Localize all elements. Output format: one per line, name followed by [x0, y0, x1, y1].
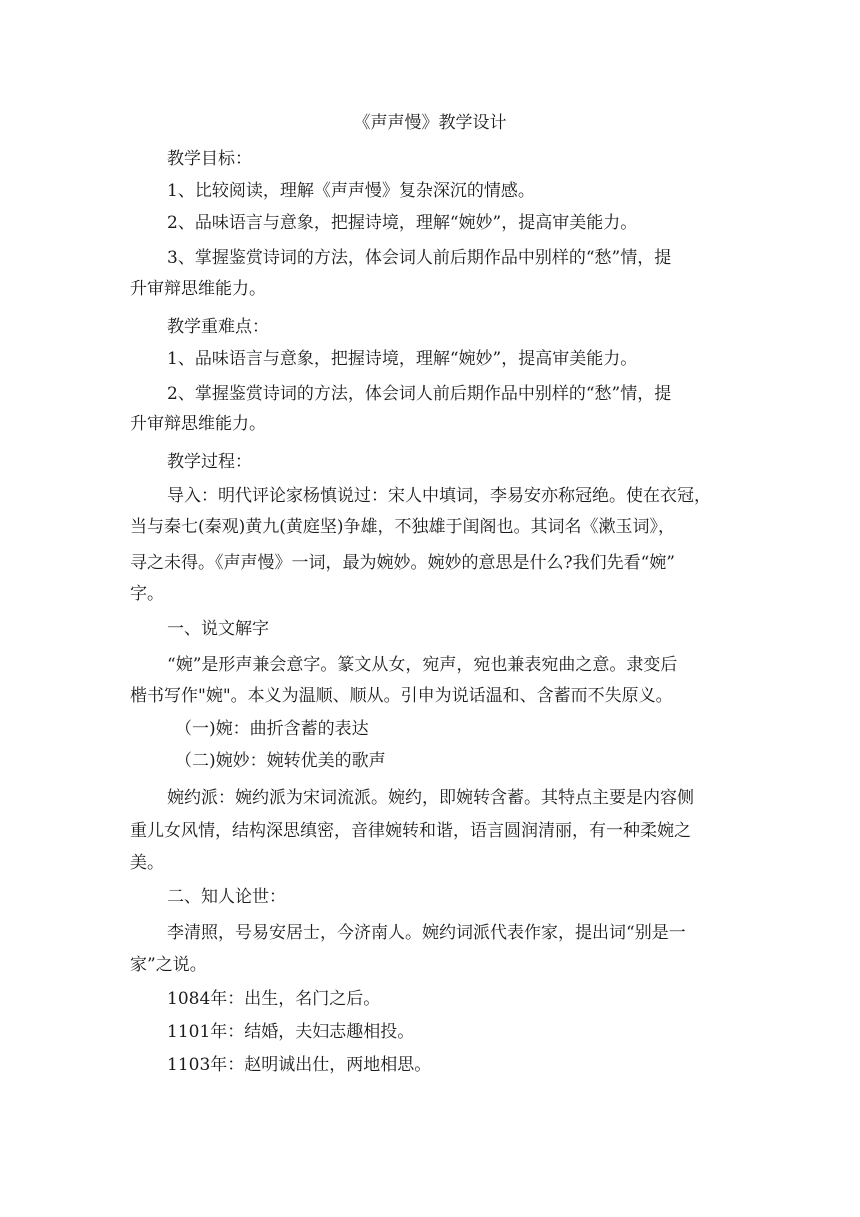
timeline-item-1101: 1101年：结婚，夫妇志趣相投。	[167, 1022, 415, 1042]
etymology-paragraph-line: “婉”是形声兼会意字。篆文从女，宛声，宛也兼表宛曲之意。隶变后	[167, 655, 678, 675]
key-point-1: 1、品味语言与意象，把握诗境，理解“婉妙”，提高审美能力。	[167, 349, 638, 369]
section-heading-key-points: 教学重难点：	[167, 317, 269, 337]
section-heading-objectives: 教学目标：	[167, 149, 252, 169]
key-point-2: 2、掌握鉴赏诗词的方法，体会词人前后期作品中别样的“愁”情，提	[167, 384, 672, 404]
wanyue-paragraph-line: 婉约派：婉约派为宋词流派。婉约，即婉转含蓄。其特点主要是内容侧	[167, 788, 694, 808]
intro-paragraph-line: 字。	[130, 584, 164, 604]
objective-item-1: 1、比较阅读，理解《声声慢》复杂深沉的情感。	[167, 181, 535, 201]
objective-item-2: 2、品味语言与意象，把握诗境，理解“婉妙”，提高审美能力。	[167, 213, 638, 233]
wanyue-paragraph-line: 美。	[130, 853, 164, 873]
timeline-item-1103: 1103年：赵明诚出仕，两地相思。	[167, 1055, 432, 1075]
author-paragraph-line: 家”之说。	[130, 955, 207, 975]
etymology-item-2: （二)婉妙：婉转优美的歌声	[175, 751, 386, 771]
section-heading-background: 二、知人论世：	[167, 887, 286, 907]
intro-paragraph-line: 导入：明代评论家杨慎说过：宋人中填词，李易安亦称冠绝。使在衣冠，	[167, 486, 711, 506]
etymology-item-1: （一)婉：曲折含蓄的表达	[175, 719, 369, 739]
objective-item-3-cont: 升审辩思维能力。	[130, 279, 266, 299]
author-paragraph-line: 李清照，号易安居士，今济南人。婉约词派代表作家，提出词“别是一	[167, 923, 686, 943]
timeline-item-1084: 1084年：出生，名门之后。	[167, 989, 381, 1009]
key-point-2-cont: 升审辩思维能力。	[130, 414, 266, 434]
section-heading-etymology: 一、说文解字	[167, 619, 269, 639]
intro-paragraph-line: 寻之未得。《声声慢》一词，最为婉妙。婉妙的意思是什么?我们先看“婉”	[130, 553, 675, 573]
wanyue-paragraph-line: 重儿女风情，结构深思缜密，音律婉转和谐，语言圆润清丽，有一种柔婉之	[130, 821, 691, 841]
document-title: 《声声慢》教学设计	[353, 113, 507, 133]
objective-item-3: 3、掌握鉴赏诗词的方法，体会词人前后期作品中别样的“愁”情，提	[167, 248, 672, 268]
etymology-paragraph-line: 楷书写作"婉"。本义为温顺、顺从。引申为说话温和、含蓄而不失原义。	[130, 686, 673, 706]
section-heading-process: 教学过程：	[167, 452, 252, 472]
intro-paragraph-line: 当与秦七(秦观)黄九(黄庭坚)争雄，不独雄于闺阁也。其词名《漱玉词》，	[130, 517, 676, 537]
